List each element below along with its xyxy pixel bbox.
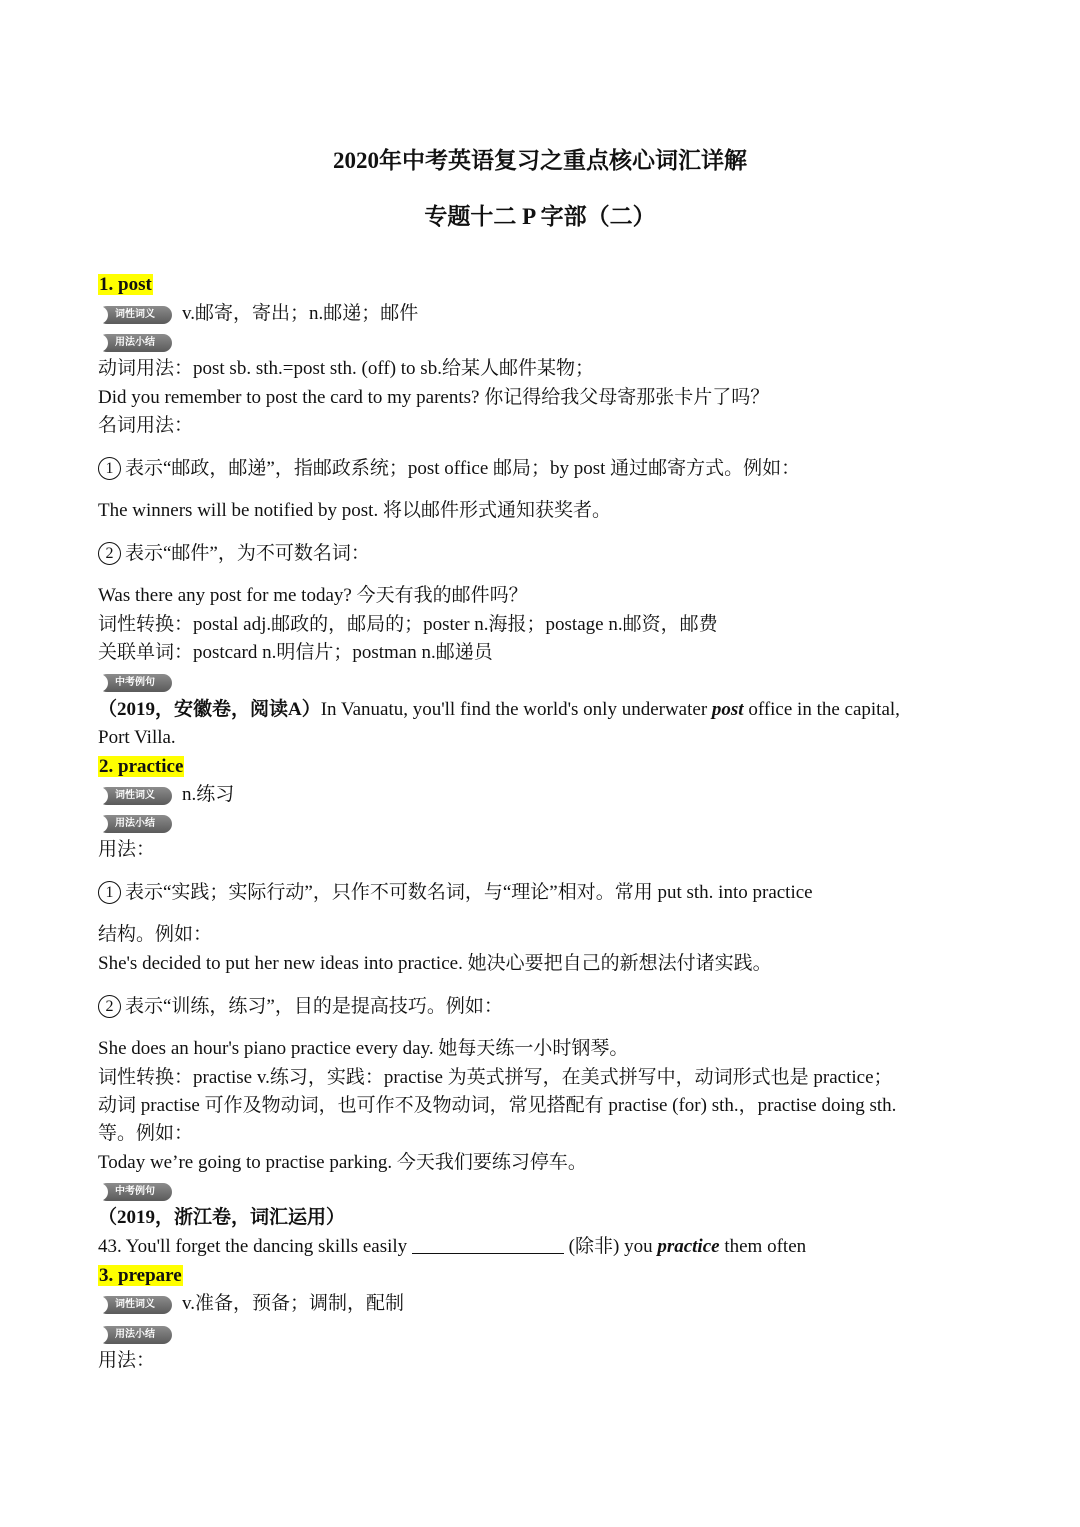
text-line: 词性转换：practise v.练习，实践：practise 为英式拼写，在美式拼写中，动词形式也是 practice； [98, 1067, 893, 1088]
meaning-text: n.练习 [182, 784, 235, 805]
example-tag-icon: 中考例句 [98, 1183, 172, 1201]
exam-keyword: post [711, 699, 744, 720]
circled-number: 1 [98, 881, 121, 904]
circled-number: 2 [98, 995, 121, 1018]
text-line: 词性转换：postal adj.邮政的，邮局的；poster n.海报；postage n.邮资，邮费 [98, 614, 718, 635]
text-line: 等。例如： [98, 1123, 194, 1144]
entry-heading-text: 3. prepare [99, 1265, 182, 1286]
exam-example [98, 696, 900, 724]
exam-example [98, 1233, 806, 1261]
circled-number: 2 [98, 542, 121, 565]
numbered-text: 表示“邮政，邮递”，指邮政系统；post office 邮局；by post 通过邮寄方式。例如： [125, 458, 801, 479]
text-line: Today we’re going to practise parking. 今天我们要练习停车。 [98, 1152, 587, 1173]
text-line: 结构。例如： [98, 924, 213, 945]
text-line: 名词用法： [98, 415, 194, 436]
exam-text: 43. You'll forget the dancing skills easily [98, 1236, 412, 1257]
circled-number: 1 [98, 457, 121, 480]
text-line: 关联单词：postcard n.明信片；postman n.邮递员 [98, 642, 493, 663]
exam-keyword: practice [657, 1236, 720, 1257]
exam-text: them often [719, 1236, 807, 1257]
exam-source: （2019，安徽卷，阅读A） [98, 699, 321, 720]
example-tag-row [98, 1179, 182, 1203]
text-line: 动词 practise 可作及物动词，也可作不及物动词，常见搭配有 practise (for) sth.，practise doing sth. [98, 1095, 897, 1116]
meaning-row [98, 302, 418, 326]
exam-text: (除非) you [563, 1236, 658, 1257]
text-line: She's decided to put her new ideas into practice. 她决心要把自己的新想法付诸实践。 [98, 953, 772, 974]
text-line: Port Villa. [98, 727, 176, 748]
text-line: 用法： [98, 1350, 156, 1371]
entry-heading-prepare [98, 1262, 183, 1290]
meaning-row [98, 783, 234, 807]
usage-tag-row [98, 330, 182, 354]
meaning-row [98, 1292, 404, 1316]
usage-tag-row [98, 1322, 182, 1346]
text-line: She does an hour's piano practice every day. 她每天练一小时钢琴。 [98, 1038, 629, 1059]
usage-tag-icon: 用法小结 [98, 1326, 172, 1344]
meaning-text: v.准备，预备；调制，配制 [182, 1293, 405, 1314]
numbered-line [98, 455, 800, 483]
document-title: 2020年中考英语复习之重点核心词汇详解 [333, 148, 747, 173]
entry-heading-post [98, 271, 153, 299]
usage-tag-icon: 用法小结 [98, 815, 172, 833]
usage-tag-row [98, 811, 182, 835]
usage-tag-icon: 用法小结 [98, 334, 172, 352]
numbered-text: 表示“邮件”，为不可数名词： [125, 543, 370, 564]
meaning-text: v.邮寄，寄出；n.邮递；邮件 [182, 303, 419, 324]
text-line: Was there any post for me today? 今天有我的邮件吗？ [98, 585, 528, 606]
text-line: The winners will be notified by post. 将以邮件形式通知获奖者。 [98, 500, 611, 521]
answer-blank[interactable] [412, 1235, 564, 1254]
numbered-line [98, 879, 813, 907]
example-tag-row [98, 670, 182, 694]
entry-heading-practice [98, 753, 184, 781]
document-subtitle: 专题十二 P 字部（二） [424, 204, 656, 229]
text-line: 用法： [98, 839, 156, 860]
meaning-tag-icon: 词性词义 [98, 787, 172, 805]
exam-source: （2019，浙江卷，词汇运用） [98, 1207, 346, 1228]
text-line: 动词用法：post sb. sth.=post sth. (off) to sb.给某人邮件某物； [98, 358, 594, 379]
meaning-tag-icon: 词性词义 [98, 1296, 172, 1314]
numbered-line [98, 540, 370, 568]
numbered-text: 表示“训练，练习”，目的是提高技巧。例如： [125, 996, 503, 1017]
exam-text: office in the capital, [743, 699, 900, 720]
example-tag-icon: 中考例句 [98, 674, 172, 692]
text-line: Did you remember to post the card to my parents? 你记得给我父母寄那张卡片了吗？ [98, 387, 770, 408]
entry-heading-text: 2. practice [99, 756, 184, 777]
exam-text: In Vanuatu, you'll find the world's only underwater [320, 699, 712, 720]
entry-heading-text: 1. post [99, 274, 152, 295]
meaning-tag-icon: 词性词义 [98, 306, 172, 324]
numbered-line [98, 993, 503, 1021]
numbered-text: 表示“实践；实际行动”，只作不可数名词，与“理论”相对。常用 put sth. into practice [125, 882, 813, 903]
